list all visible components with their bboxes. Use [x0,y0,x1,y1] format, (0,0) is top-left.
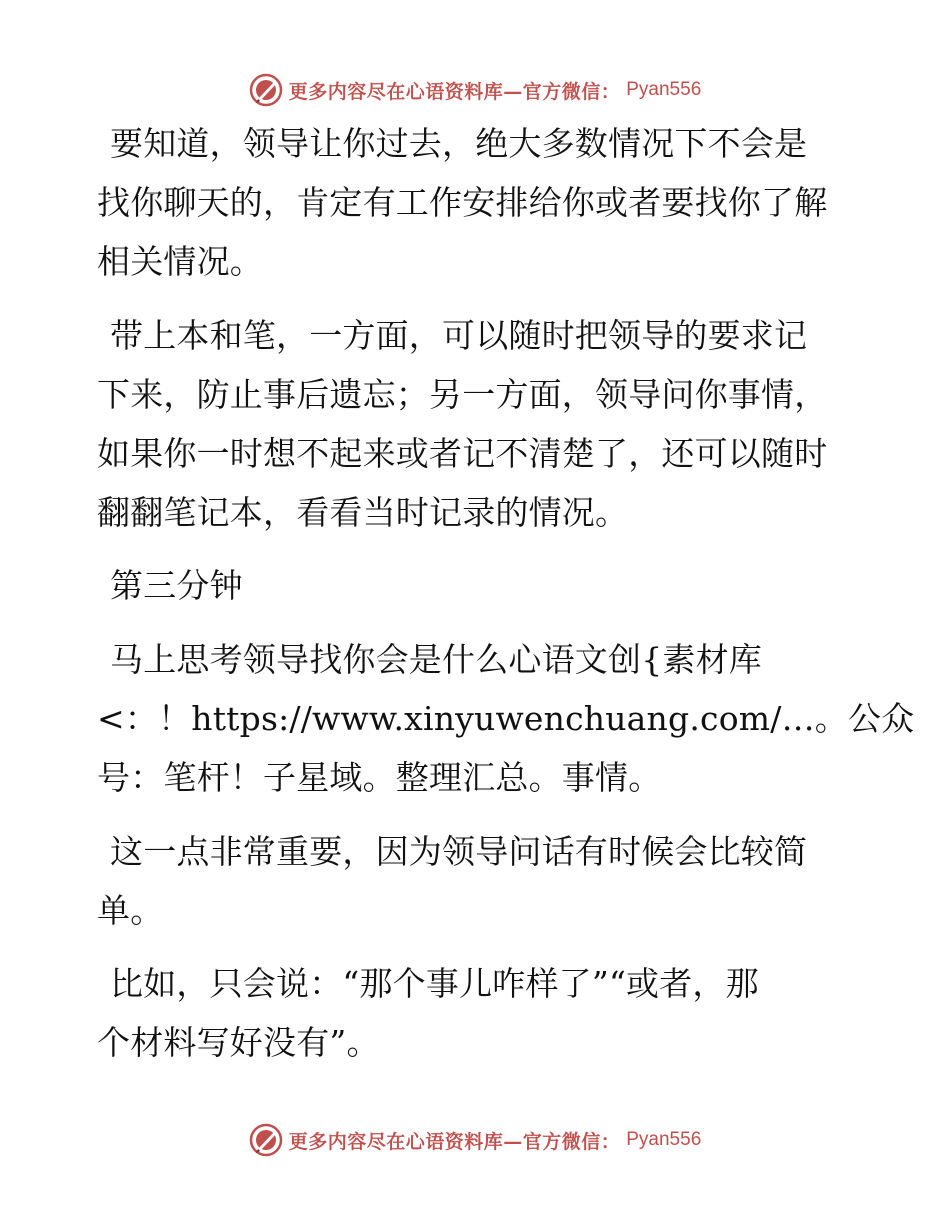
paragraph-line: 下来，防止事后遗忘；另一方面，领导问你事情， [97,375,828,414]
paragraph-line: 单。 [97,891,164,930]
header-text: 更多内容尽在心语资料库—官方微信： [288,80,621,103]
paragraph-line: 找你聊天的，肯定有工作安排给你或者要找你了解 [97,183,828,222]
paragraph-line: 带上本和笔，一方面，可以随时把领导的要求记 [110,316,808,355]
footer-text: 更多内容尽在心语资料库—官方微信： [288,1130,621,1153]
paragraph-line: 号：笔杆！子星域。整理汇总。事情。 [97,758,662,797]
footer-watermark [0,1120,950,1160]
paragraph-line: <：！https://www.xinyuwenchuang.com/…。公众 [97,699,915,738]
pen-logo-icon [249,1123,283,1157]
paragraph-line: 相关情况。 [97,242,263,281]
paragraph-line: 马上思考领导找你会是什么心语文创{素材库 [110,640,762,679]
header-wechat-id: Pyan556 [626,79,702,100]
paragraph-line: 如果你一时想不起来或者记不清楚了，还可以随时 [97,434,828,473]
paragraph-line: 要知道，领导让你过去，绝大多数情况下不会是 [110,124,808,163]
paragraph-line: 翻翻笔记本，看看当时记录的情况。 [97,493,629,532]
section-heading: 第三分钟 [110,566,243,605]
pen-logo-icon [249,73,283,107]
footer-wechat-id: Pyan556 [626,1129,702,1150]
header-watermark [0,70,950,110]
paragraph-line: 个材料写好没有”。 [97,1023,380,1062]
paragraph-line: 比如，只会说：“那个事儿咋样了”“或者，那 [110,964,759,1003]
paragraph-line: 这一点非常重要，因为领导问话有时候会比较简 [110,832,808,871]
